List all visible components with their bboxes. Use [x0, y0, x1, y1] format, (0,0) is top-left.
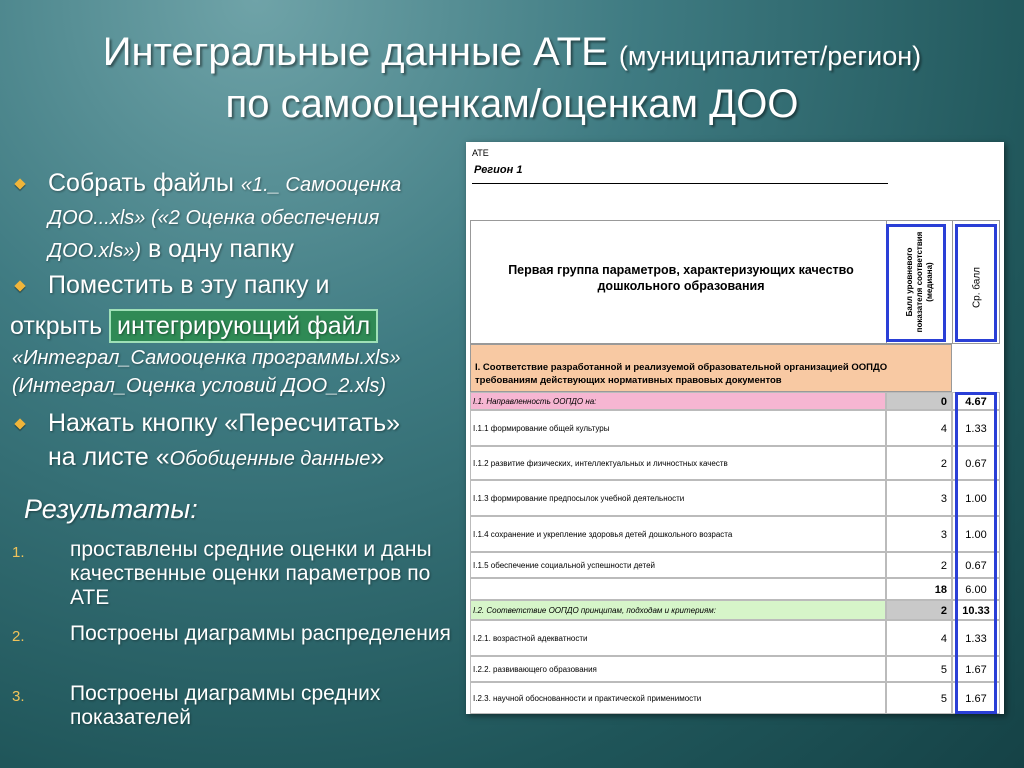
row-label: I.2.2. развивающего образования: [473, 665, 597, 674]
table-row: [470, 516, 886, 552]
table-row: [470, 410, 886, 446]
avg-cell: 1.33: [952, 410, 1000, 446]
table-row: [470, 578, 886, 600]
avg-values-frame: [955, 392, 997, 714]
score-column-header: Балл уровневого показателя соответствия (медиана): [905, 231, 934, 333]
region-name: Регион 1: [474, 164, 523, 176]
avg-cell: 10.33: [952, 600, 1000, 620]
result-number: 2.: [12, 628, 25, 645]
header-divider: [952, 220, 953, 344]
bullet-1: [48, 168, 464, 267]
title-line2: по самооценкам/оценкам ДОО: [225, 82, 799, 126]
bullet-2-files: [12, 343, 401, 399]
title-line1-sub: (муниципалитет/регион): [618, 41, 922, 71]
bullet-2-line1: Поместить в эту папку и: [48, 271, 330, 299]
avg-cell: 6.00: [952, 578, 1000, 600]
bullet-2-prefix: открыть: [10, 312, 103, 340]
table-row: [470, 392, 886, 410]
result-item: Построены диаграммы распределения: [70, 622, 451, 645]
avg-cell: 1.00: [952, 516, 1000, 552]
avg-cell: 1.67: [952, 656, 1000, 682]
row-label: I.1.3 формирование предпосылок учебной деятельности: [473, 494, 685, 503]
bullet-3-prefix: на листе «: [48, 443, 170, 471]
score-cell: 4: [886, 410, 952, 446]
title-line1-main: Интегральные данные АТЕ: [102, 30, 619, 74]
slide-title: [0, 28, 1024, 128]
table-row: [470, 620, 886, 656]
ate-label: АТЕ: [472, 148, 489, 158]
avg-cell: 4.67: [952, 392, 1000, 410]
bullet-icon: [14, 280, 25, 291]
bullet-2-file2: (Интеграл_Оценка условий ДОО_2.xls): [12, 375, 387, 397]
row-label: I.1. Направленность ООПДО на:: [473, 397, 597, 406]
bullet-3: [48, 406, 464, 476]
bullet-3-line1: Нажать кнопку «Пересчитать»: [48, 409, 401, 437]
row-label: I.2.1. возрастной адекватности: [473, 634, 588, 643]
integrating-file-highlight: интегрирующий файл: [109, 309, 378, 343]
score-cell: 4: [886, 620, 952, 656]
score-cell: 2: [886, 446, 952, 480]
score-column-frame: [886, 224, 946, 342]
row-label: I.1.1 формирование общей культуры: [473, 424, 610, 433]
bullet-2-file1: «Интеграл_Самооценка программы.xls»: [12, 347, 401, 369]
table-row: [470, 656, 886, 682]
avg-cell: 1.00: [952, 480, 1000, 516]
score-cell: 2: [886, 552, 952, 578]
bullet-icon: [14, 178, 25, 189]
result-item: Построены диаграммы средних показателей: [70, 682, 381, 729]
result-item: проставлены средние оценки и даны качественные оценки параметров по АТЕ: [70, 538, 432, 609]
avg-cell: 0.67: [952, 446, 1000, 480]
result-number: 1.: [12, 544, 25, 561]
table-row: [470, 480, 886, 516]
score-cell: 3: [886, 480, 952, 516]
avg-cell: 1.67: [952, 682, 1000, 714]
row-label: I.1.4 сохранение и укрепление здоровья детей дошкольного возраста: [473, 530, 733, 539]
score-cell: 2: [886, 600, 952, 620]
avg-column-header: Ср. балл: [971, 266, 983, 309]
spreadsheet-image: [466, 142, 1004, 714]
score-cell: 18: [886, 578, 952, 600]
row-label: I.1.2 развитие физических, интеллектуальных и личностных качеств: [473, 459, 728, 468]
bullet-2-line2: [10, 309, 378, 343]
results-title: Результаты:: [24, 494, 198, 524]
table-row: [470, 446, 886, 480]
score-cell: 5: [886, 656, 952, 682]
score-cell: 5: [886, 682, 952, 714]
group-title: Первая группа параметров, характеризующих качество дошкольного образования: [508, 263, 854, 293]
avg-cell: 0.67: [952, 552, 1000, 578]
bullet-3-suffix: »: [370, 443, 385, 471]
avg-column-frame: [955, 224, 997, 342]
avg-cell: 1.33: [952, 620, 1000, 656]
row-label: I.2.3. научной обоснованности и практической применимости: [473, 694, 702, 703]
table-row: [470, 600, 886, 620]
table-row: [470, 682, 886, 714]
table-row: [470, 552, 886, 578]
score-cell: 3: [886, 516, 952, 552]
bullet-3-sheet: Обобщенные данные: [169, 448, 371, 470]
section-1-row: I. Соответствие разработанной и реализуемой образовательной организацией ООПДО требованиям действующих нормативных правовых документов: [470, 344, 952, 392]
row-label: I.1.5 обеспечение социальной успешности детей: [473, 561, 655, 570]
bullet-1-tail: в одну папку: [147, 235, 295, 263]
row-label: I.2. Соответствие ООПДО принципам, подходам и критериям:: [473, 606, 716, 615]
region-underline: [472, 183, 888, 184]
score-cell: 0: [886, 392, 952, 410]
result-number: 3.: [12, 688, 25, 705]
bullet-1-files: «1._ Самооценка ДОО...xls» («2 Оценка обеспечения ДОО.xls»): [48, 174, 402, 262]
bullet-1-text: Собрать файлы: [48, 169, 234, 197]
bullet-icon: [14, 418, 25, 429]
